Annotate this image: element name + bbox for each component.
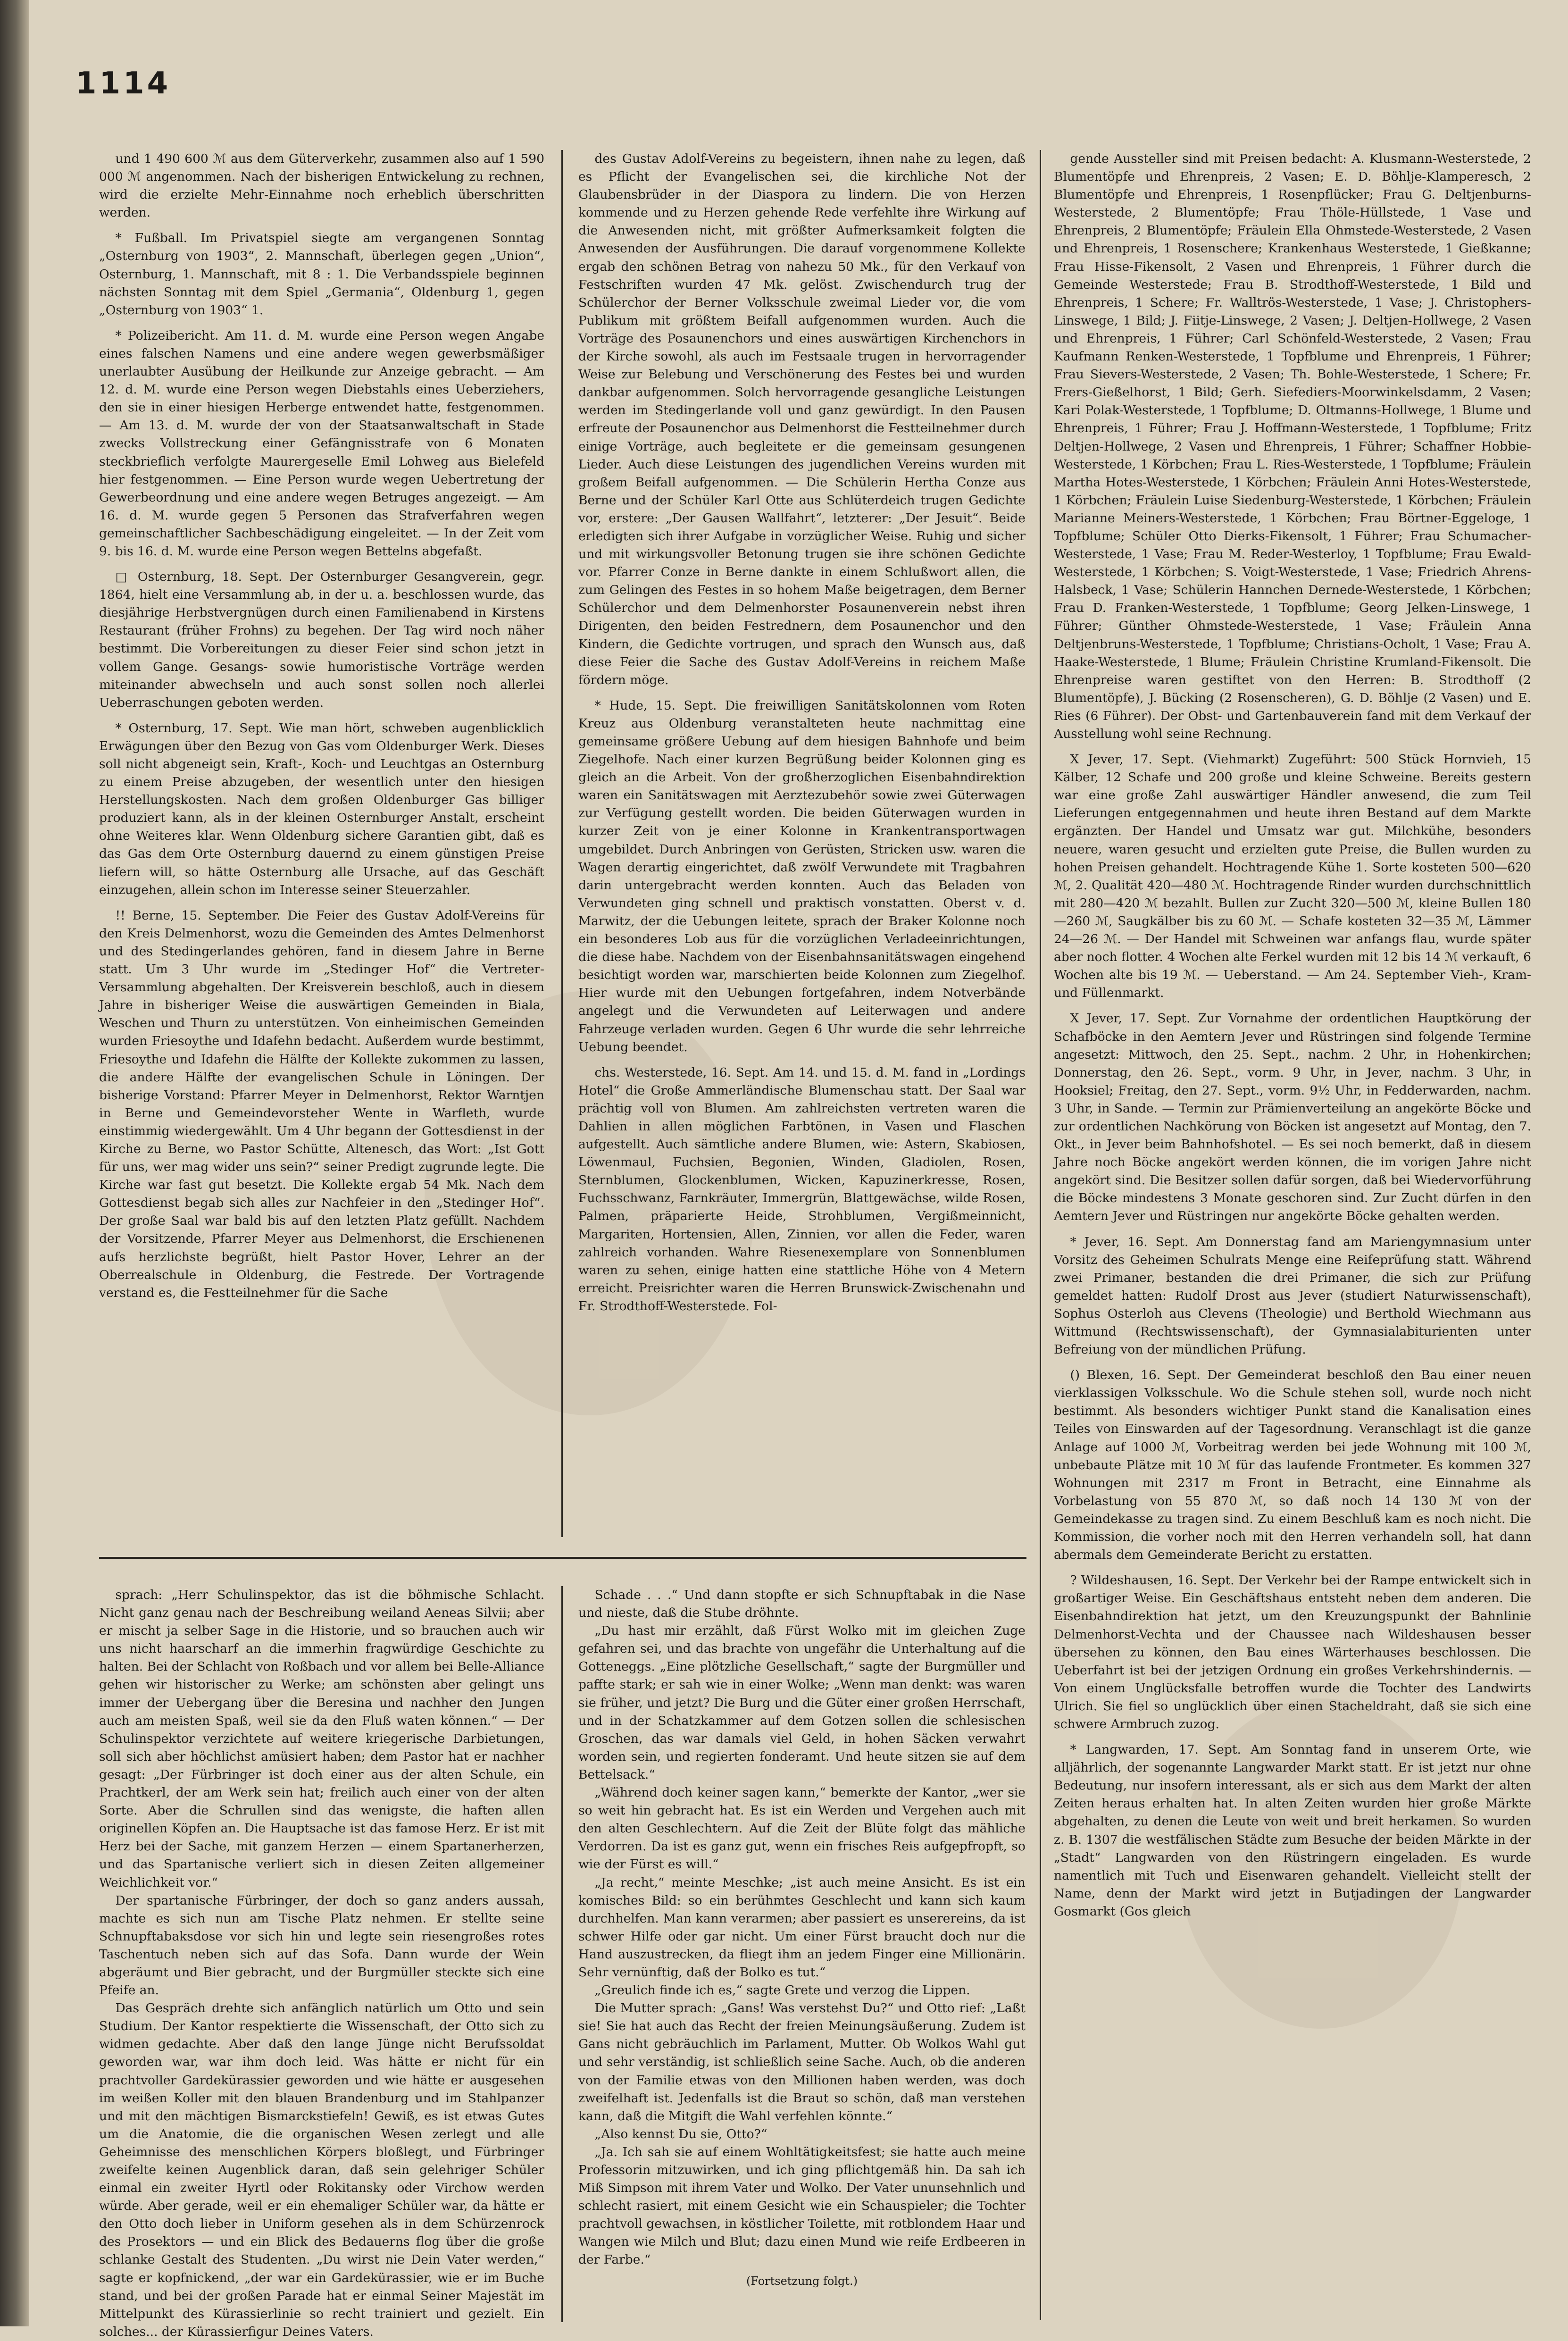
serial-paragraph: Der spartanische Fürbringer, der doch so ganz anders aussah, machte es sich nun am Tische Platz nehmen. Er stellte seine Schnupftabaksdose vor sich hin und legte sein riesengroßes rotes Taschentuch neben sich auf das Sofa. Dann wurde der Wein abgeräumt und Bier gebracht, und der Burgmüller steckte sich eine Pfeife an. — [99, 1893, 544, 1998]
serial-paragraph: „Während doch keiner sagen kann,“ bemerkte der Kantor, „wer sie so weit hin gebracht hat. Es ist ein Werden und Vergehen auch mit den alten Geschlechtern. Auf die Zeit der Blüte folgt das mähliche Verdorren. Da ist es ganz gut, wenn ein frisches Reis aufgepfropft, so wie der Fürst es will.“ — [578, 1785, 1026, 1872]
column-2 — [578, 150, 1026, 1537]
serial-paragraph: „Du hast mir erzählt, daß Fürst Wolko mit im gleichen Zuge gefahren sei, und das brachte von ungefähr die Unterhaltung auf die Gotteneggs. „Eine plötzliche Gesellschaft,“ sagte der Burgmüller und paffte stark; er sah wie in einer Wolke; „Wenn man denkt: was waren sie früher, und jetzt? Die Burg und die Güter einer großen Herrschaft, und in der Schatzkammer auf dem Gotzen sollen die schlesischen Groschen, das war damals viel Geld, in hohen Säcken verwahrt worden sein, und regierten fonderamt. Und heute sitzen sie auf dem Bettelsack.“ — [578, 1623, 1026, 1782]
serial-paragraph: „Ja recht,“ meinte Meschke; „ist auch meine Ansicht. Es ist ein komisches Bild: so ein berühmtes Geschlecht und kann sich kaum durchhelfen. Man kann verarmen; aber passiert es unserereins, da ist schwer Hilfe oder gar nicht. Um einer Fürst braucht doch nur die Hand auszustrecken, da fliegt ihm an jedem Finger eine Millionärin. Sehr vernünftig, daß der Bolko es tut.“ — [578, 1875, 1026, 1980]
article-prize-list: gende Aussteller sind mit Preisen bedacht: A. Klusmann-Westerstede, 2 Blumentöpfe und Ehrenpreis, 2 Vasen; E. D. Böhlje-Klamperesch, 2 Blumentöpfe und Ehrenpreis, 1 Rosenpflücker; Frau G. Deltjenburns-Westerstede, 2 Blumentöpfe; Frau Thöle-Hüllstede, 1 Vase und Ehrenpreis, 2 Blumentöpfe; Fräulein Ella Ohmstede-Westerstede, 2 Vasen und Ehrenpreis, 1 Rosenschere; Krankenhaus Westerstede, 1 Gießkanne; Frau Hisse-Fikensolt, 2 Vasen und Ehrenpreis, 1 Führer durch die Gemeinde Westerstede; Frau B. Strodthoff-Westerstede, 1 Bild und Ehrenpreis, 1 Schere; Fr. Walltrös-Westerstede, 1 Vase; J. Christophers-Linswege, 1 Bild; J. Fiitje-Linswege, 2 Vasen; J. Deltjen-Hollwege, 2 Vasen und Ehrenpreis, 1 Führer; Carl Schönfeld-Westerstede, 2 Vasen; Frau Kaufmann Renken-Westerstede, 1 Topfblume und Ehrenpreis, 1 Führer; Frau Sievers-Westerstede, 2 Vasen; Th. Bohle-Westerstede, 1 Schere; Fr. Frers-Gießelhorst, 1 Bild; Gerh. Siefediers-Moorwinkelsdamm, 2 Vasen; Kari Polak-Westerstede, 1 Topfblume; D. Oltmanns-Hollwege, 1 Blume und Ehrenpreis, 1 Führer; Frau J. Hoffmann-Westerstede, 1 Topfblume; Fritz Deltjen-Hollwege, 2 Vasen und Ehrenpreis, 1 Führer; Schaffner Hobbie-Westerstede, 1 Körbchen; Frau L. Ries-Westerstede, 1 Topfblume; Fräulein Martha Hotes-Westerstede, 1 Körbchen; Fräulein Anni Hotes-Westerstede, 1 Körbchen; Fräulein Luise Siedenburg-Westerstede, 1 Körbchen; Fräulein Marianne Meiners-Westerstede, 1 Körbchen; Frau Börtner-Eggeloge, 1 Topfblume; Schüler Otto Dierks-Fikensolt, 1 Führer; Frau Schumacher-Westerstede, 1 Vase; Frau M. Reder-Westerloy, 1 Topfblume; Frau Ewald-Westerstede, 1 Körbchen; S. Voigt-Westerstede, 1 Vase; Friedrich Ahrens-Halsbeck, 1 Vase; Schülerin Hannchen Dernede-Westerstede, 1 Körbchen; Frau D. Franken-Westerstede, 1 Topfblume; Georg Jelken-Linswege, 1 Führer; Günther Ohmstede-Westerstede, 1 Vase; Fräulein Anna Deltjenbruns-Westerstede, 1 Topfblume; Christians-Ocholt, 1 Vase; Frau A. Haake-Westerstede, 1 Blume; Fräulein Christine Krumland-Fikensolt. Die Ehrenpreise waren gestiftet von den Herren: B. Strodthoff (2 Blumentöpfe), J. Bücking (2 Rosenscheren), G. D. Böhlje (2 Vasen) und E. Ries (6 Führer). Der Obst- und Gartenbauverein fand mit dem Verkauf der Ausstellung wohl seine Rechnung. — [1054, 151, 1531, 741]
serial-paragraph: „Greulich finde ich es,“ sagte Grete und verzog die Lippen. — [594, 1983, 970, 1998]
serial-paragraph: Schade . . .“ Und dann stopfte er sich Schnupftabak in die Nase und nieste, daß die Stube dröhnte. — [578, 1588, 1026, 1621]
article-wildeshausen: ? Wildeshausen, 16. Sept. Der Verkehr bei der Rampe entwickelt sich in großartiger Weise. Ein Geschäftshaus entsteht neben dem anderen. Die Eisenbahndirektion hat jetzt, um den Kreuzungspunkt der Bahnlinie Delmenhorst-Vechta und der Chaussee nach Wildeshausen besser übersehen zu können, den Bau eines Wärterhauses beschlossen. Die Ueberfahrt ist bei der jetzigen Ordnung ein großes Verkehrshindernis. — Von einem Unglücksfalle betroffen wurde die Tochter des Landwirts Ulrich. Sie fiel so unglücklich über einen Stacheldraht, daß sie sich eine schwere Armbruch zuzog. — [1054, 1573, 1531, 1731]
serial-paragraph: „Ja. Ich sah sie auf einem Wohltätigkeitsfest; sie hatte auch meine Professorin mitzuwirken, und ich ging pflichtgemäß hin. Da sah ich Miß Simpson mit ihrem Vater und Wolko. Der Vater ununsehnlich und schlecht rasiert, mit einem Gesicht wie ein Schauspieler; die Tochter prachtvoll gewachsen, in köstlicher Toilette, mit rotblondem Haar und Wangen wie Milch und Blut; dazu einen Mund wie reife Erdbeeren in der Farbe.“ — [578, 2144, 1026, 2267]
column-rule — [561, 1586, 563, 2322]
article-berne: !! Berne, 15. September. Die Feier des Gustav Adolf-Vereins für den Kreis Delmenhorst, wozu die Gemeinden des Amtes Delmenhorst und des Stedingerlandes gehören, fand in diesem Jahre in Berne statt. Um 3 Uhr wurde im „Stedinger Hof“ die Vertreter-Versammlung abgehalten. Der Kreisverein beschloß, auch in diesem Jahre in bisheriger Weise die auswärtigen Gemeinden in Biala, Weschen und Thurn zu unterstützen. Von einheimischen Gemeinden wurden Friesoythe und Idafehn bedacht. Außerdem wurde bestimmt, Friesoythe und Idafehn die Hälfte der Kollekte zukommen zu lassen, die andere Hälfte der evangelischen Schule in Löningen. Der bisherige Vorstand: Pfarrer Meyer in Delmenhorst, Rektor Warntjen in Berne und Gemeindevorsteher Wente in Warfleth, wurde einstimmig wiedergewählt. Um 4 Uhr begann der Gottesdienst in der Kirche zu Berne, wo Pastor Schütte, Altenesch, das Wort: „Ist Gott für uns, wer mag wider uns sein?“ seiner Predigt zugrunde legte. Die Kirche war fast gut besetzt. Die Kollekte ergab 54 Mk. Nach dem Gottesdienst begab sich alles zur Nachfeier in den „Stedinger Hof“. Der große Saal war bald bis auf den letzten Platz gefüllt. Nachdem der Vorsitzende, Pfarrer Meyer aus Delmenhorst, die Erschienenen aufs herzlichste begrüßt, hielt Pastor Hover, Lehrer an der Oberrealschule in Oldenburg, die Festrede. Der Vortragende verstand es, die Festteilnehmer für die Sache — [99, 908, 544, 1300]
article-osternburg-gesangverein: □ Osternburg, 18. Sept. Der Osternburger Gesangverein, gegr. 1864, hielt eine Versammlung ab, in der u. a. beschlossen wurde, das diesjährige Herbstvergnügen durch einen Familienabend in Kirstens Restaurant (früher Frohns) zu begehen. Der Tag wird noch näher bestimmt. Die Vorbereitungen zu dieser Feier sind schon jetzt in vollem Gange. Gesangs- sowie humoristische Vorträge werden miteinander abwechseln und auch sonst sollen noch allerlei Ueberraschungen geboten werden. — [99, 569, 544, 710]
article-jever-viehmarkt: X Jever, 17. Sept. (Viehmarkt) Zugeführt: 500 Stück Hornvieh, 15 Kälber, 12 Schafe und 200 große und kleine Schweine. Bereits gestern war eine große Zahl auswärtiger Händler anwesend, die zum Teil Lieferungen entgegennahmen und heute ihren Bestand auf dem Markte ergänzten. Der Handel und Umsatz war gut. Milchkühe, besonders neuere, waren gesucht und erzielten gute Preise, die Bullen wurden zu hohen Preisen gehandelt. Hochtragende Kühe 1. Sorte kosteten 500—620 ℳ, 2. Qualität 420—480 ℳ. Hochtragende Rinder wurden durchschnittlich mit 280—420 ℳ bezahlt. Bullen zur Zucht 320—500 ℳ, kleine Bullen 180—260 ℳ, Saugkälber bis zu 60 ℳ. — Schafe kosteten 32—35 ℳ, Lämmer 24—26 ℳ. — Der Handel mit Schweinen war anfangs flau, wurde später aber noch flotter. 4 Wochen alte Ferkel wurden mit 12 bis 14 ℳ verkauft, 6 Wochen alte bis 19 ℳ. — Ueberstand. — Am 24. September Vieh-, Kram- und Füllenmarkt. — [1054, 752, 1531, 1001]
article-police-report: * Polizeibericht. Am 11. d. M. wurde eine Person wegen Angabe eines falschen Namens und eine andere wegen gewerbsmäßiger unerlaubter Ausübung der Heilkunde zur Anzeige gebracht. — Am 12. d. M. wurde eine Person wegen Diebstahls eines Ueberziehers, den sie in einer hiesigen Herberge entwendet hatte, festgenommen. — Am 13. d. M. wurde der von der Staatsanwaltschaft in Stade zwecks Vollstreckung einer Gefängnisstrafe von 6 Monaten steckbrieflich verfolgte Maurergeselle Emil Lohweg aus Bielefeld hier festgenommen. — Eine Person wurde wegen Uebertretung der Gewerbeordnung und eine andere wegen Betruges angezeigt. — Am 16. d. M. wurde gegen 5 Personen das Strafverfahren wegen gemeinschaftlicher Sachbeschädigung eingeleitet. — In der Zeit vom 9. bis 16. d. M. wurde eine Person wegen Bettelns abgefaßt. — [99, 328, 544, 559]
article-osternburg-gas: * Osternburg, 17. Sept. Wie man hört, schweben augenblicklich Erwägungen über den Bezug von Gas vom Oldenburger Werk. Dieses soll nicht abgeneigt sein, Kraft-, Koch- und Leuchtgas an Osternburg zu einem Preise abzugeben, der wesentlich unter den hiesigen Herstellungskosten. Nach dem großen Oldenburger Gas billiger produziert kann, als in der kleinen Osternburger Anstalt, erscheint ohne Weiteres klar. Wenn Oldenburg sichere Garantien gibt, daß es das Gas dem Orte Osternburg dauernd zu einem günstigen Preise liefern will, so hätte Osternburg alle Ursache, auf das Geschäft einzugehen, allein schon im Interesse seiner Steuerzahler. — [99, 720, 544, 897]
article-langwarden: * Langwarden, 17. Sept. Am Sonntag fand in unserem Orte, wie alljährlich, der sogenannte Langwarder Markt statt. Er ist jetzt nur ohne Bedeutung, nur insofern interessant, als er sich aus dem Markt der alten Zeiten heraus erhalten hat. In alten Zeiten wurden hier große Märkte abgehalten, zu denen die Leute von weit und breit herkamen. So wurden z. B. 1307 die westfälischen Städte zum Besuche der beiden Märkte in der „Stadt“ Langwarden von den Rüstringern eingeladen. Es wurde namentlich mit Tuch und Eisenwaren gehandelt. Vielleicht stellt der Name, denn der Markt wird jetzt in Butjadingen der Langwarder Gosmarkt (Gos gleich — [1054, 1742, 1531, 1919]
feuilleton-rule — [99, 1557, 1026, 1559]
column-rule — [1040, 150, 1041, 2320]
article-westerstede: chs. Westerstede, 16. Sept. Am 14. und 15. d. M. fand in „Lordings Hotel“ die Große Ammerländische Blumenschau statt. Der Saal war prächtig voll von Blumen. Am zahlreichsten vertreten waren die Dahlien in allen möglichen Farbtönen, in Vasen und Flaschen aufgestellt. Auch sämtliche andere Blumen, wie: Astern, Skabiosen, Löwenmaul, Fuchsien, Begonien, Winden, Gladiolen, Rosen, Sternblumen, Glockenblumen, Wicken, Kapuzinerkresse, Rosen, Fuchsschwanz, Farnkräuter, Immergrün, Blattgewächse, wilde Rosen, Palmen, präparierte Heide, Strohblumen, Vergißmeinnicht, Margariten, Hortensien, Allen, Zinnien, vor allen die Feder, waren zahlreich vorhanden. Wahre Riesenexemplare von Sonnenblumen waren zu sehen, einige hatten eine stattliche Höhe von 4 Metern erreicht. Preisrichter waren die Herren Brunswick-Zwischenahn und Fr. Strodthoff-Westerstede. Fol- — [578, 1065, 1026, 1313]
page-number: 1114 — [75, 66, 171, 101]
article-football: * Fußball. Im Privatspiel siegte am vergangenen Sonntag „Osternburg von 1903“, 2. Mannschaft, überlegen gegen „Union“, Osternburg, 1. Mannschaft, mit 8 : 1. Die Verbandsspiele beginnen nächsten Sonntag mit dem Spiel „Germania“, Oldenburg 1, gegen „Osternburg von 1903“ 1. — [99, 231, 544, 318]
binding-edge — [0, 0, 29, 2326]
continuation-note: (Fortsetzung folgt.) — [746, 2274, 858, 2288]
article-hude: * Hude, 15. Sept. Die freiwilligen Sanitätskolonnen vom Roten Kreuz aus Oldenburg veranstalteten heute nachmittag eine gemeinsame größere Uebung auf dem hiesigen Bahnhofe und beim Ziegelhofe. Nach einer kurzen Begrüßung beider Kolonnen ging es gleich an die Arbeit. Von der großherzoglichen Eisenbahndirektion waren ein Sanitätswagen mit Aerztezubehör sowie zwei Güterwagen zur Verfügung gestellt worden. Die beiden Güterwagen wurden in kurzer Zeit von je einer Kolonne in Krankentransportwagen umgebildet. Durch Anbringen von Gerüsten, Stricken usw. waren die Wagen derartig eingerichtet, daß zwölf Verwundete mit Tragbahren darin untergebracht werden konnten. Auch das Beladen von Verwundeten ging schnell und praktisch vonstatten. Oberst v. d. Marwitz, der die Uebungen leitete, sprach der Braker Kolonne noch ein besonderes Lob aus für die vorzüglichen Verladeeinrichtungen, die diese habe. Nachdem von der Eisenbahnsanitätswagen eingehend besichtigt worden war, marschierten beide Kolonnen zum Ziegelhof. Hier wurde mit den Uebungen fortgefahren, indem Notverbände angelegt und die Verwundeten auf Leiterwagen und andere Fahrzeuge verladen wurden. Gegen 6 Uhr wurde die sehr lehrreiche Uebung beendet. — [578, 698, 1026, 1054]
serial-paragraph: Die Mutter sprach: „Gans! Was verstehst Du?“ und Otto rief: „Laßt sie! Sie hat auch das Recht der freien Meinungsäußerung. Zudem ist Gans nicht gebräuchlich im Parlament, Mutter. Ob Wolkos Wahl gut und sehr verständig, ist schließlich seine Sache. Auch, ob die anderen von der Familie etwas von den Millionen haben werden, was doch zweifelhaft ist. Jedenfalls ist die Braut so schön, daß man verstehen kann, daß die Mitgift die Wahl verfehlen könnte.“ — [578, 2001, 1026, 2124]
article-jever-gymnasium: * Jever, 16. Sept. Am Donnerstag fand am Mariengymnasium unter Vorsitz des Geheimen Schulrats Menge eine Reifeprüfung statt. Während zwei Primaner, bestanden die drei Primaner, die sich zur Prüfung gemeldet hatten: Rudolf Drost aus Jever (studiert Naturwissenschaft), Sophus Osterloh aus Clevens (Theologie) und Berthold Wiechmann aus Wittmund (Rechtswissenschaft), der Gymnasialabiturienten unter Befreiung von der mündlichen Prüfung. — [1054, 1234, 1531, 1357]
article-paragraph: und 1 490 600 ℳ aus dem Güterverkehr, zusammen also auf 1 590 000 ℳ angenommen. Nach der bisherigen Entwickelung zu rechnen, wird die erzielte Mehr-Einnahme noch erheblich überschritten werden. — [99, 151, 544, 220]
column-3 — [1054, 150, 1531, 2323]
serial-paragraph: „Also kennst Du sie, Otto?“ — [594, 2126, 767, 2141]
article-gustav-adolf-continued: des Gustav Adolf-Vereins zu begeistern, ihnen nahe zu legen, daß es Pflicht der Evangelischen sei, die kirchliche Not der Glaubensbrüder in der Diaspora zu lindern. Die von Herzen kommende und zu Herzen gehende Rede verfehlte ihre Wirkung auf die Anwesenden nicht, mit größter Aufmerksamkeit folgten die Anwesenden der Ausführungen. Die darauf vorgenommene Kollekte ergab den schönen Betrag von nahezu 50 Mk., für den Verkauf von Festschriften wurden 47 Mk. gelöst. Zwischendurch trug der Schülerchor der Berner Volksschule zweimal Lieder vor, die vom Publikum mit größtem Beifall aufgenommen wurden. Auch die Vorträge des Posaunenchors und eines auswärtigen Kirchenchors in der Kirche sowohl, als auch im Festsaale trugen in hervorragender Weise zur Belebung und Verschönerung des Festes bei und wurden dankbar aufgenommen. Solch hervorragende gesangliche Leistungen werden im Stedingerlande voll und ganz gewürdigt. In den Pausen erfreute der Posaunenchor aus Delmenhorst die Festteilnehmer durch einige Vorträge, auch begleitete er die gemeinsam gesungenen Lieder. Auch diese Leistungen des jugendlichen Vereins wurden mit großem Beifall aufgenommen. — Die Schülerin Hertha Conze aus Berne und der Schüler Karl Otte aus Schlüterdeich trugen Gedichte vor, erstere: „Der Gausen Wallfahrt“, letzterer: „Der Jesuit“. Beide erledigten sich ihrer Aufgabe in vorzüglicher Weise. Ruhig und sicher und mit wirkungsvoller Betonung trugen sie ihre schönen Gedichte vor. Pfarrer Conze in Berne dankte in einem Schlußwort allen, die zum Gelingen des Festes in so hohem Maße beigetragen, dem Berner Schülerchor und dem Delmenhorster Posaunenverein nebst ihren Dirigenten, den beiden Festrednern, dem Posaunenchor und den Kindern, die Gedichte vortrugen, und sprach den Wunsch aus, daß diese Feier die Sache des Gustav Adolf-Vereins in reichem Maße fördern möge. — [578, 151, 1026, 687]
column-1 — [99, 150, 544, 1537]
column-rule — [561, 150, 563, 1537]
article-blexen: () Blexen, 16. Sept. Der Gemeinderat beschloß den Bau einer neuen vierklassigen Volksschule. Wo die Schule stehen soll, wurde noch nicht bestimmt. Als besonders wichtiger Punkt stand die Kanalisation eines Teiles von Einswarden auf der Tagesordnung. Veranschlagt ist die ganze Anlage auf 1000 ℳ, Vorbeitrag werden bei jede Wohnung mit 100 ℳ, unbebaute Plätze mit 10 ℳ für das laufende Frontmeter. Es kommen 327 Wohnungen mit 2317 m Front in Betracht, eine Einnahme als Vorbelastung von 55 870 ℳ, so daß noch 14 130 ℳ von der Gemeindekasse zu tragen sind. Zu einem Beschluß kam es noch nicht. Die Kommission, die vorher noch mit den Herren verhandeln soll, hat dann abermals dem Gemeinderate Bericht zu erstatten. — [1054, 1368, 1531, 1563]
serial-paragraph: sprach: „Herr Schulinspektor, das ist die böhmische Schlacht. Nicht ganz genau nach der Beschreibung weiland Aeneas Silvii; aber er mischt ja selber Sage in die Historie, und so brauchen auch wir uns nicht haarscharf an die immerhin fragwürdige Geschichte zu halten. Bei der Schlacht von Roßbach und vor allem bei Belle-Alliance gehen wir historischer zu Werke; am schönsten aber gelingt uns immer der Uebergang über die Beresina und nachher den Jungen auch am meisten Spaß, weil sie da den Fluß waten können.“ — Der Schulinspektor verzichtete auf weitere kriegerische Darbietungen, soll sich aber höchlichst amüsiert haben; dem Pastor hat er nachher gesagt: „Der Fürbringer ist doch einer aus der alten Schule, ein Prachtkerl, der am Werk sein hat; freilich auch einer von der alten Sorte. Aber die Schrullen sind das wenigste, die haften allen originellen Köpfen an. Die Hauptsache ist das famose Herz. Er ist mit Herz bei der Sache, mit ganzem Herzen — einem Spartanerherzen, und das Spartanische verliert sich in diesen Zeiten allgemeiner Weichlichkeit vor.“ — [99, 1588, 544, 1890]
article-jever-koerung: X Jever, 17. Sept. Zur Vornahme der ordentlichen Hauptkörung der Schafböcke in den Aemtern Jever und Rüstringen sind folgende Termine angesetzt: Mittwoch, den 25. Sept., nachm. 2 Uhr, in Hohenkirchen; Donnerstag, den 26. Sept., vorm. 9 Uhr, in Jever, nachm. 3 Uhr, in Hooksiel; Freitag, den 27. Sept., vorm. 9½ Uhr, in Fedderwarden, nachm. 3 Uhr, in Sande. — Termin zur Prämienverteilung an angekörte Böcke und zur ordentlichen Nachkörung von Böcken ist angesetzt auf Montag, den 7. Okt., in Jever beim Bahnhofshotel. — Es sei noch bemerkt, daß in diesem Jahre noch Böcke angekört werden können, die im vorigen Jahre nicht angekört sind. Die Besitzer sollen dafür sorgen, daß bei Wiedervorführung die Böcke mindestens 3 Monate geschoren sind. Zur Zucht dürfen in den Aemtern Jever und Rüstringen nur angekörte Böcke gehalten werden. — [1054, 1011, 1531, 1224]
serial-column-2 — [578, 1586, 1026, 2322]
serial-paragraph: Das Gespräch drehte sich anfänglich natürlich um Otto und sein Studium. Der Kantor respektierte die Wissenschaft, der Otto sich zu widmen gedachte. Aber daß den lange Jünge nicht Berufssoldat geworden war, war ihm doch leid. Was hätte er nicht für ein prachtvoller Gardekürassier geworden und wie hätte er ausgesehen im weißen Koller mit den blauen Brandenburg und im Stahlpanzer und mit den mächtigen Bismarckstiefeln! Gewiß, es ist etwas Gutes um die Anatomie, die die organischen Wesen zerlegt und alle Geheimnisse des menschlichen Körpers bloßlegt, und Fürbringer zweifelte keinen Augenblick daran, daß sein gelehriger Schüler einmal ein zweiter Hyrtl oder Rokitansky oder Virchow werden würde. Aber gerade, weil er ein ehemaliger Schüler war, da hätte er den Otto doch lieber in Uniform gesehen als in dem Schürzenrock des Prosektors — und ein Blick des Bedauerns flog über die große schlanke Gestalt des Studenten. „Du wirst nie Dein Vater werden,“ sagte er kopfnickend, „der war ein Gardekürassier, wie er im Buche stand, und bei der großen Parade hat er einmal Seiner Majestät im Mittelpunkt des Kürassierlinie so recht trainiert und gezielt. Ein solches... der Kürassierfigur Deines Vaters. — [99, 2001, 544, 2339]
serial-column-1 — [99, 1586, 544, 2339]
